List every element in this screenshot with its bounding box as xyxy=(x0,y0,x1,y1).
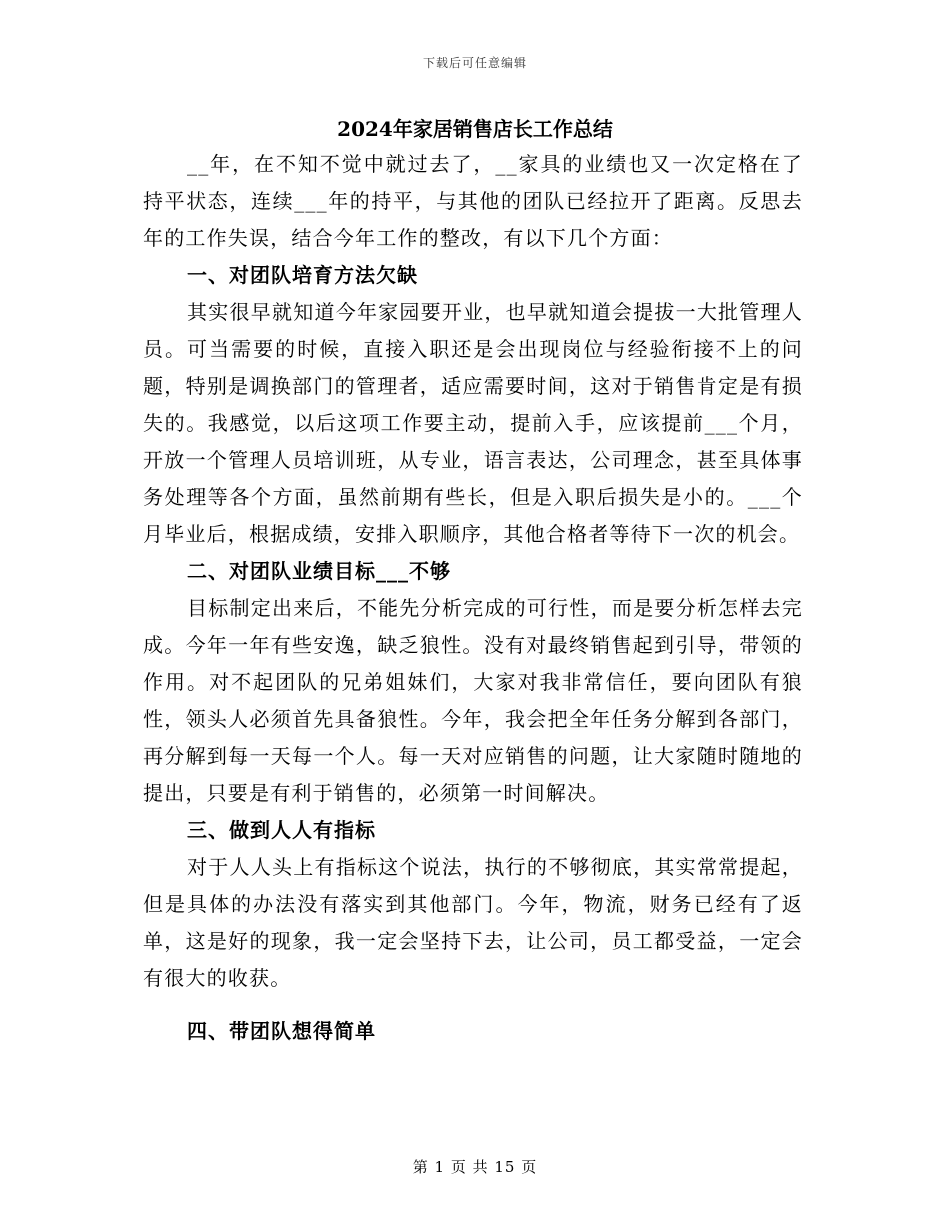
section-heading-4: 四、带团队想得简单 xyxy=(187,1019,376,1043)
section-heading-1: 一、对团队培育方法欠缺 xyxy=(187,263,418,287)
section-heading-3: 三、做到人人有指标 xyxy=(187,818,376,842)
section-paragraph-1: 其实很早就知道今年家园要开业，也早就知道会提拔一大批管理人员。可当需要的时候，直接入职还是会出现岗位与经验衔接不上的问题，特别是调换部门的管理者，适应需要时间，这对于销售肯定是有损失的。我感觉，以后这项工作要主动，提前入手，应该提前___个月，开放一个管理人员培训班，从专业，语言表达，公司理念，甚至具体事务处理等各个方面，虽然前期有些长，但是入职后损失是小的。___个月毕业后，根据成绩，安排入职顺序，其他合格者等待下一次的机会。 xyxy=(143,300,803,546)
section-paragraph-3: 对于人人头上有指标这个说法，执行的不够彻底，其实常常提起，但是具体的办法没有落实到其他部门。今年，物流，财务已经有了返单，这是好的现象，我一定会坚持下去，让公司，员工都受益，一定会有很大的收获。 xyxy=(143,855,803,990)
header-note: 下载后可任意编辑 xyxy=(422,56,527,70)
document-body xyxy=(143,146,803,1050)
page-number: 第 1 页 共 15 页 xyxy=(412,1158,538,1176)
intro-paragraph: __年，在不知不觉中就过去了，__家具的业绩也又一次定格在了持平状态，连续___年的持平，与其他的团队已经拉开了距离。反思去年的工作失误，结合今年工作的整改，有以下几个方面： xyxy=(143,152,803,250)
document-title: 2024年家居销售店长工作总结 xyxy=(337,117,613,141)
section-paragraph-2: 目标制定出来后，不能先分析完成的可行性，而是要分析怎样去完成。今年一年有些安逸，缺乏狼性。没有对最终销售起到引导，带领的作用。对不起团队的兄弟姐妹们，大家对我非常信任，要向团队有狼性，领头人必须首先具备狼性。今年，我会把全年任务分解到各部门，再分解到每一天每一个人。每一天对应销售的问题，让大家随时随地的提出，只要是有利于销售的，必须第一时间解决。 xyxy=(143,596,803,805)
section-heading-2: 二、对团队业绩目标___不够 xyxy=(187,559,451,583)
